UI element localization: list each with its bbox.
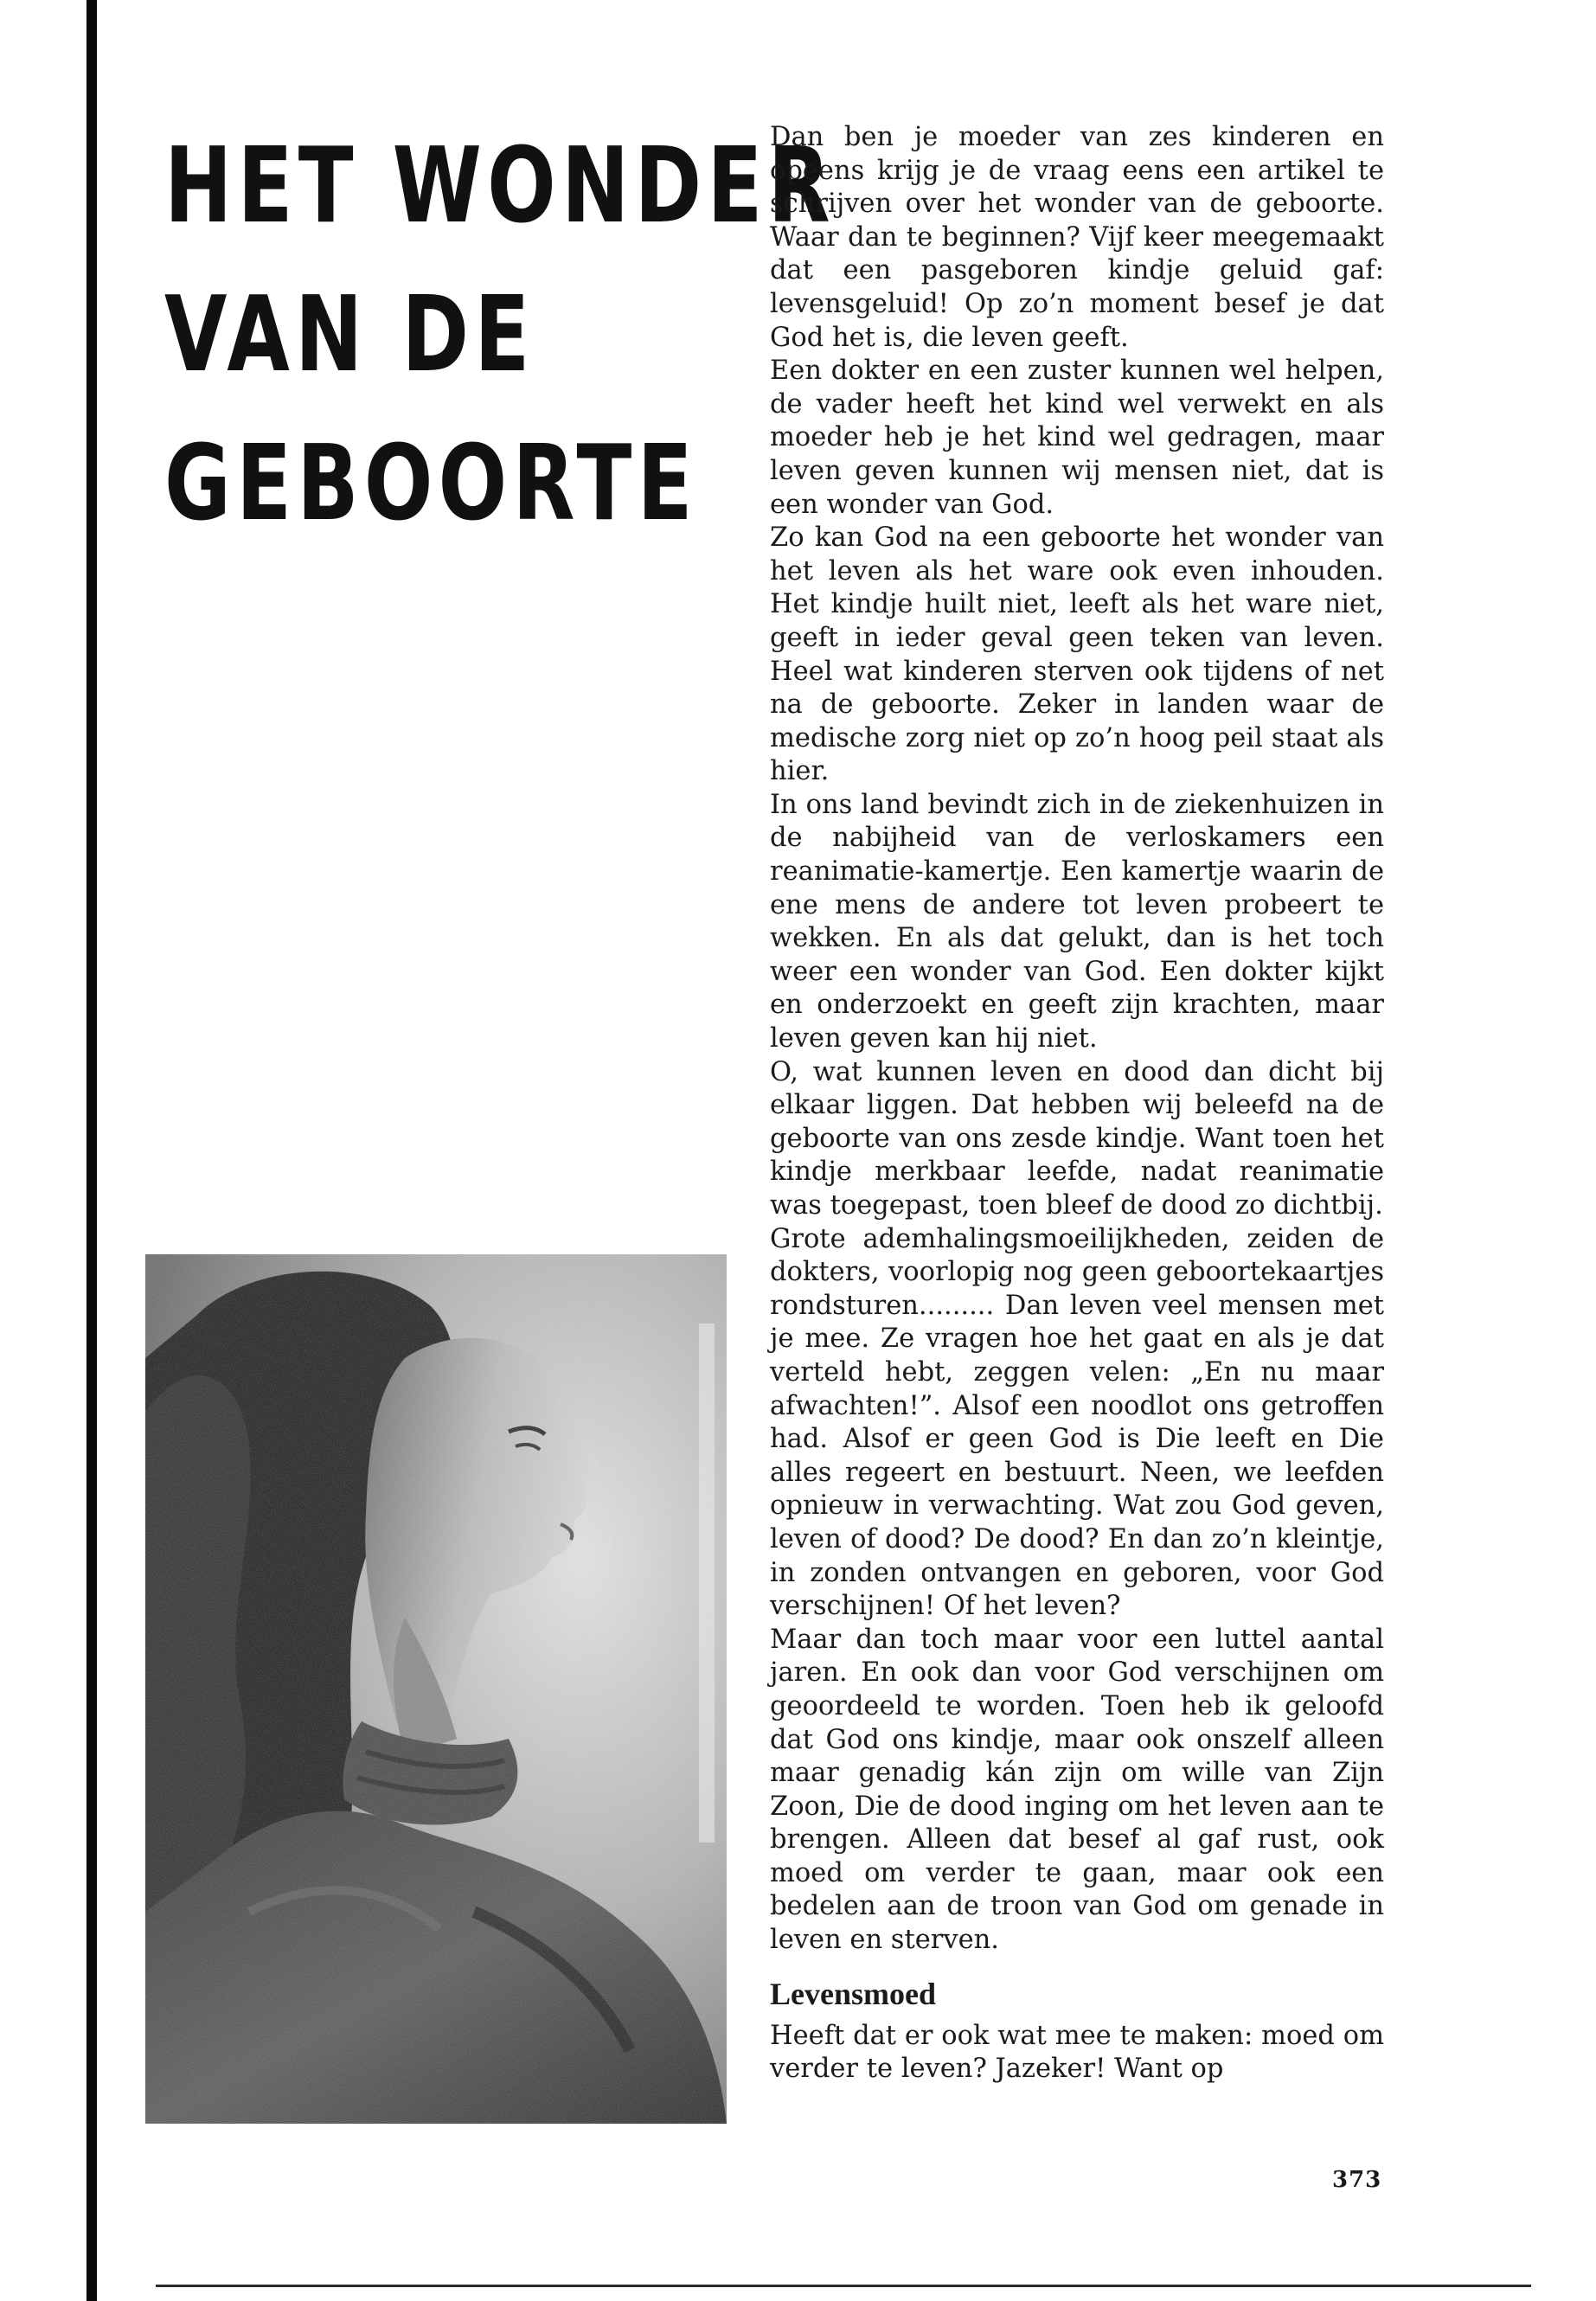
woman-portrait-photo: [145, 1254, 727, 2124]
section-subheading: Levensmoed: [770, 1976, 936, 2011]
article-body: [770, 121, 1384, 2086]
page-number: 373: [1332, 2167, 1382, 2193]
bottom-rule: [156, 2285, 1531, 2287]
body-paragraph: O, wat kunnen leven en dood dan dicht bij elkaar liggen. Dat hebben wij beleefd na de geboorte van ons zesde kindje. Want toen het kindje merkbaar leefde, nadat reanimatie was toegepast, toen bleef de dood zo dichtbij.: [770, 1056, 1384, 1221]
body-paragraph: Zo kan God na een geboorte het wonder van het leven als het ware ook even inhouden. Het kindje huilt niet, leeft als het ware niet, geeft in ieder geval geen teken van leven. Heel wat kinderen sterven ook tijdens of net na de geboorte. Zeker in landen waar de medische zorg niet op zo’n hoog peil staat als hier.: [770, 522, 1384, 787]
title-line: VAN DE: [164, 275, 535, 395]
left-margin-rule: [87, 0, 97, 2301]
title-line: GEBOORTE: [164, 424, 698, 544]
title-line: HET WONDER: [164, 126, 836, 247]
body-paragraph: Dan ben je moeder van zes kinderen en opeens krijg je de vraag eens een artikel te schrijven over het wonder van de geboorte. Waar dan te beginnen? Vijf keer meegemaakt dat een pasgeboren kindje geluid gaf: levensgeluid! Op zo’n moment besef je dat God het is, die leven geeft.: [770, 122, 1384, 353]
body-paragraph: Grote ademhalingsmoeilijkheden, zeiden de dokters, voorlopig nog geen geboortekaartjes rondsturen......... Dan leven veel mensen met je mee. Ze vragen hoe het gaat en als je dat verteld hebt, zeggen velen: „En nu maar afwachten!”. Alsof een noodlot ons getroffen had. Alsof er geen God is Die leeft en Die alles regeert en bestuurt. Neen, we leefden opnieuw in verwachting. Wat zou God geven, leven of dood? De dood? En dan zo’n kleintje, in zonden ontvangen en geboren, voor God verschijnen! Of het leven?: [770, 1223, 1384, 1622]
body-paragraph: In ons land bevindt zich in de ziekenhuizen in de nabijheid van de verloskamers een reanimatie-kamertje. Een kamertje waarin de ene mens de andere tot leven probeert te wekken. En als dat gelukt, dan is het toch weer een wonder van God. Een dokter kijkt en onderzoekt en geeft zijn krachten, maar leven geven kan hij niet.: [770, 789, 1384, 1054]
body-paragraph: Maar dan toch maar voor een luttel aantal jaren. En ook dan voor God verschijnen om geoordeeld te worden. Toen heb ik geloofd dat God ons kindje, maar ook onszelf alleen maar genadig kán zijn om wille van Zijn Zoon, Die de dood inging om het leven aan te brengen. Alleen dat besef al gaf rust, ook moed om verder te gaan, maar ook een bedelen aan de troon van God om genade in leven en sterven.: [770, 1624, 1384, 1956]
article-title: [164, 112, 836, 559]
body-paragraph: Een dokter en een zuster kunnen wel helpen, de vader heeft het kind wel verwekt en als moeder heb je het kind wel gedragen, maar leven geven kunnen wij mensen niet, dat is een wonder van God.: [770, 356, 1384, 520]
body-paragraph: Heeft dat er ook wat mee te maken: moed om verder te leven? Jazeker! Want op: [770, 2020, 1384, 2085]
